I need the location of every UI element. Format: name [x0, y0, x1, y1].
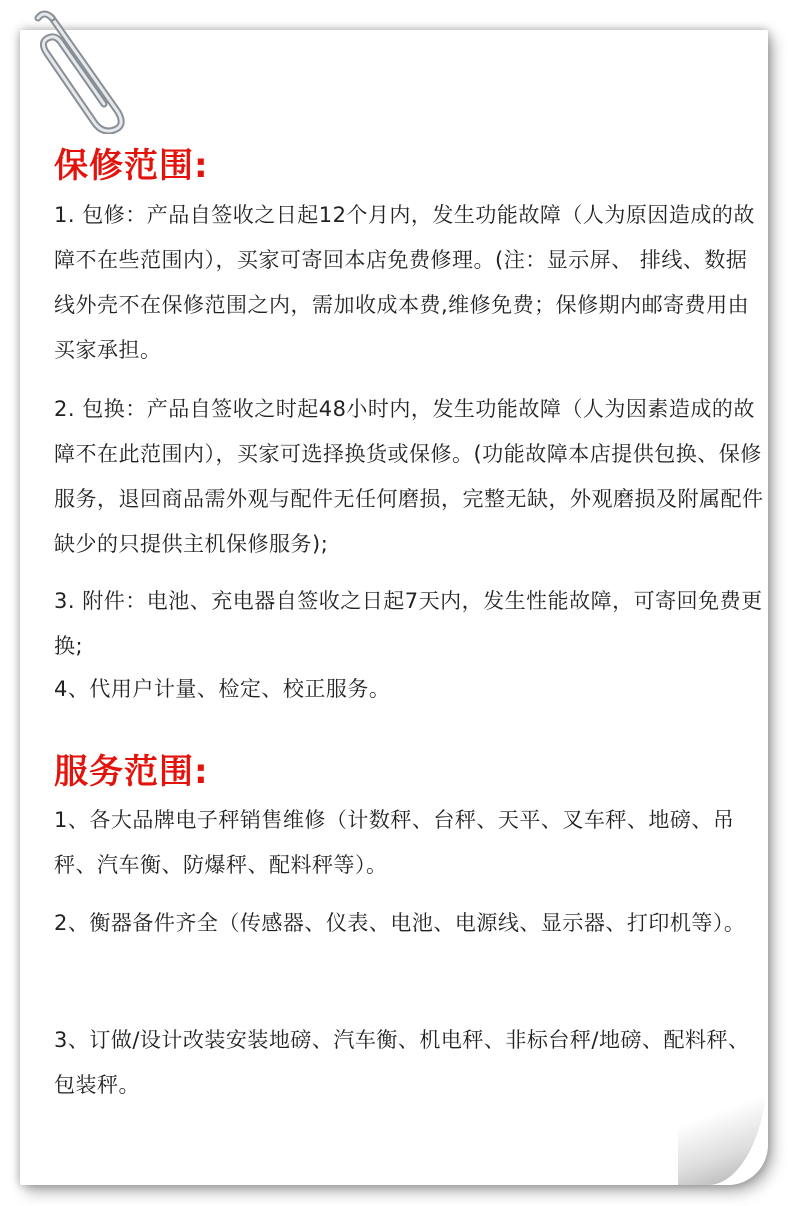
paperclip-icon: [32, 4, 142, 134]
service-heading: 服务范围:: [54, 752, 209, 792]
warranty-item-4: 4、代用户计量、检定、校正服务。: [54, 677, 391, 701]
warranty-item-3: 3. 附件：电池、充电器自签收之日起7天内，发生性能故障，可寄回免费更换;: [54, 589, 763, 658]
service-item-2: 2、衡器备件齐全（传感器、仪表、电池、电源线、显示器、打印机等）。: [54, 911, 746, 935]
service-item-1: 1、各大品牌电子秤销售维修（计数秤、台秤、天平、叉车秤、地磅、吊秤、汽车衡、防爆秤、配料秤等）。: [54, 808, 735, 877]
warranty-item-1: 1. 包修：产品自签收之日起12个月内，发生功能故障（人为原因造成的故障不在些范围内），买家可寄回本店免费修理。(注：显示屏、 排线、数据线外壳不在保修范围之内，需加收成本费,维修免费；保修期内邮寄费用由买家承担。: [54, 203, 755, 362]
service-item-3: 3、订做/设计改装安装地磅、汽车衡、机电秤、非标台秤/地磅、配料秤、包装秤。: [54, 1028, 750, 1097]
warranty-heading: 保修范围:: [54, 146, 209, 186]
warranty-item-2: 2. 包换：产品自签收之时起48小时内，发生功能故障（人为因素造成的故障不在此范围内），买家可选择换货或保修。(功能故障本店提供包换、保修服务，退回商品需外观与配件无任何磨损，完整无缺，外观磨损及附属配件缺少的只提供主机保修服务);: [54, 397, 764, 556]
